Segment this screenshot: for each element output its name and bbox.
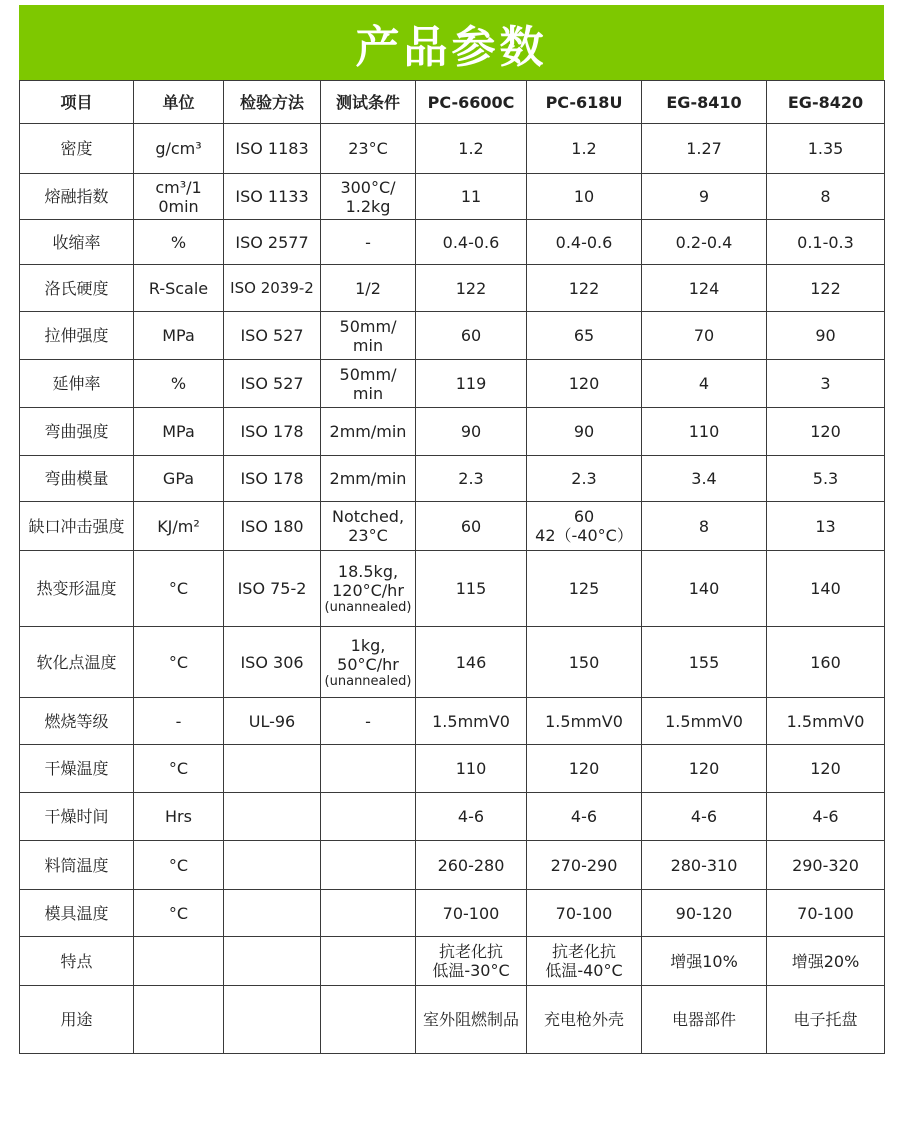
cell-product-4 <box>767 745 885 793</box>
cell-product-3 <box>642 745 767 793</box>
cell-condition <box>321 793 416 841</box>
cell-product-3 <box>642 890 767 937</box>
cell-product-2 <box>527 793 642 841</box>
cell-condition <box>321 502 416 551</box>
cell-product-3 <box>642 627 767 698</box>
value-line: 290-320 <box>792 855 859 875</box>
table-row <box>20 174 885 220</box>
cell-product-4 <box>767 456 885 502</box>
cell-item: 干燥温度 <box>20 745 134 793</box>
cell-product-1 <box>416 312 527 360</box>
cell-method: ISO 2577 <box>224 220 321 265</box>
condition-line: 1.2kg <box>345 196 391 216</box>
cell-method: ISO 180 <box>224 502 321 551</box>
cell-product-4 <box>767 360 885 408</box>
value-line: 13 <box>815 516 836 536</box>
cell-product-1 <box>416 265 527 312</box>
value-line: 10 <box>573 187 595 206</box>
header-condition: 测试条件 <box>321 81 416 124</box>
spec-table <box>19 80 885 1054</box>
table-row <box>20 456 885 502</box>
cell-item: 软化点温度 <box>20 627 134 698</box>
cell-item: 密度 <box>20 124 134 174</box>
value-line: 抗老化抗 <box>551 942 616 961</box>
cell-condition <box>321 456 416 502</box>
value-line: 90 <box>815 326 836 345</box>
condition-line: 18.5kg, <box>337 562 399 581</box>
value-line: 1.5mmV0 <box>432 711 510 731</box>
table-row <box>20 408 885 456</box>
value-line: 70-100 <box>442 903 500 923</box>
condition-line: 50mm/ <box>339 316 397 336</box>
cell-condition <box>321 937 416 986</box>
cell-product-4 <box>767 698 885 745</box>
value-line: 122 <box>568 278 600 298</box>
table-row <box>20 502 885 551</box>
cell-unit: - <box>134 698 224 745</box>
value-line: 140 <box>688 579 720 598</box>
condition-line: 50°C/hr <box>337 654 399 674</box>
cell-product-1 <box>416 698 527 745</box>
table-row <box>20 360 885 408</box>
cell-method <box>224 745 321 793</box>
cell-product-3 <box>642 312 767 360</box>
cell-product-4 <box>767 793 885 841</box>
cell-item: 干燥时间 <box>20 793 134 841</box>
cell-product-1 <box>416 745 527 793</box>
value-line: 110 <box>455 759 487 778</box>
cell-product-2 <box>527 174 642 220</box>
cell-method: ISO 306 <box>224 627 321 698</box>
cell-product-3 <box>642 124 767 174</box>
value-line: 4-6 <box>457 807 485 826</box>
value-line: 270-290 <box>550 855 618 875</box>
condition-line: 23°C <box>348 139 388 158</box>
cell-item: 热变形温度 <box>20 551 134 627</box>
cell-product-1 <box>416 456 527 502</box>
cell-product-2 <box>527 360 642 408</box>
cell-product-2 <box>527 265 642 312</box>
table-row <box>20 312 885 360</box>
value-line: 抗老化抗 <box>438 942 503 961</box>
value-line: 160 <box>810 652 841 672</box>
condition-line: - <box>365 232 371 252</box>
value-line: 1.27 <box>686 139 722 158</box>
cell-unit: GPa <box>134 456 224 502</box>
cell-condition <box>321 698 416 745</box>
cell-product-1 <box>416 124 527 174</box>
cell-unit <box>134 937 224 986</box>
cell-product-4 <box>767 841 885 890</box>
value-line: 90-120 <box>675 903 733 923</box>
cell-condition <box>321 124 416 174</box>
cell-product-4 <box>767 220 885 265</box>
header-unit: 单位 <box>134 81 224 124</box>
table-body <box>20 124 885 1054</box>
cell-product-1 <box>416 502 527 551</box>
cell-method <box>224 841 321 890</box>
value-line: 0.4-0.6 <box>442 232 500 252</box>
cell-unit: °C <box>134 551 224 627</box>
value-line: 124 <box>688 278 720 298</box>
cell-unit: MPa <box>134 408 224 456</box>
value-line: 低温-40°C <box>545 961 623 980</box>
cell-item: 料筒温度 <box>20 841 134 890</box>
value-line: 125 <box>568 579 600 598</box>
value-line: 5.3 <box>812 469 839 488</box>
value-line: 60 <box>460 516 482 536</box>
cell-method: ISO 527 <box>224 312 321 360</box>
value-line: 70-100 <box>555 903 613 923</box>
cell-product-1 <box>416 793 527 841</box>
value-line: 4 <box>698 374 710 393</box>
cell-product-1 <box>416 986 527 1054</box>
value-line: 122 <box>810 278 841 298</box>
value-line: 60 <box>573 507 595 526</box>
table-row <box>20 890 885 937</box>
value-line: 70-100 <box>797 903 854 923</box>
value-line: 3.4 <box>691 469 717 488</box>
header-product-1: PC-6600C <box>416 81 527 124</box>
cell-product-3 <box>642 986 767 1054</box>
condition-line: 50mm/ <box>339 364 397 384</box>
value-line: 115 <box>455 579 487 598</box>
value-line: 增强10% <box>670 951 738 971</box>
cell-product-3 <box>642 174 767 220</box>
cell-product-3 <box>642 408 767 456</box>
value-line: 0.2-0.4 <box>675 232 733 252</box>
value-line: 1.5mmV0 <box>786 711 865 731</box>
value-line: 42（-40°C） <box>535 526 633 545</box>
cell-unit: Hrs <box>134 793 224 841</box>
cell-product-3 <box>642 456 767 502</box>
header-method: 检验方法 <box>224 81 321 124</box>
cell-unit: °C <box>134 627 224 698</box>
value-line: 电子托盘 <box>793 1010 858 1029</box>
cell-product-4 <box>767 312 885 360</box>
cell-method <box>224 986 321 1054</box>
cell-unit: % <box>134 360 224 408</box>
table-row <box>20 265 885 312</box>
cell-unit: R-Scale <box>134 265 224 312</box>
cell-product-4 <box>767 986 885 1054</box>
value-line: 120 <box>810 759 841 778</box>
header-item: 项目 <box>20 81 134 124</box>
cell-product-4 <box>767 551 885 627</box>
cell-product-1 <box>416 937 527 986</box>
cell-item: 弯曲强度 <box>20 408 134 456</box>
cell-item: 用途 <box>20 986 134 1054</box>
cell-condition <box>321 986 416 1054</box>
cell-product-2 <box>527 551 642 627</box>
value-line: 140 <box>810 579 841 598</box>
cell-product-4 <box>767 937 885 986</box>
value-line: 2.3 <box>458 469 484 488</box>
cell-product-2 <box>527 627 642 698</box>
cell-unit: °C <box>134 890 224 937</box>
cell-unit: cm³/10min <box>134 174 224 220</box>
cell-method: ISO 527 <box>224 360 321 408</box>
cell-condition <box>321 841 416 890</box>
cell-condition <box>321 265 416 312</box>
value-line: 3 <box>820 374 831 393</box>
cell-product-1 <box>416 220 527 265</box>
cell-product-1 <box>416 841 527 890</box>
table-row <box>20 745 885 793</box>
page-title: 产品参数 <box>355 21 548 73</box>
cell-unit <box>134 986 224 1054</box>
cell-item: 缺口冲击强度 <box>20 502 134 551</box>
table-row <box>20 841 885 890</box>
condition-line: 1/2 <box>355 278 381 298</box>
cell-method <box>224 793 321 841</box>
value-line: 8 <box>698 516 710 536</box>
cell-method: ISO 1133 <box>224 174 321 220</box>
cell-method: UL-96 <box>224 698 321 745</box>
table-row <box>20 986 885 1054</box>
cell-item: 延伸率 <box>20 360 134 408</box>
table-row <box>20 220 885 265</box>
header-row <box>20 81 885 124</box>
value-line: 0.1-0.3 <box>797 232 854 252</box>
cell-product-4 <box>767 408 885 456</box>
cell-product-1 <box>416 174 527 220</box>
value-line: 119 <box>455 374 487 393</box>
cell-product-2 <box>527 456 642 502</box>
value-line: 120 <box>810 422 841 441</box>
cell-method <box>224 937 321 986</box>
cell-product-3 <box>642 841 767 890</box>
cell-product-2 <box>527 841 642 890</box>
value-line: 2.3 <box>571 469 597 488</box>
value-line: 120 <box>568 759 600 778</box>
header-product-4: EG-8420 <box>767 81 885 124</box>
condition-note: (unannealed) <box>324 600 412 615</box>
condition-line: Notched, <box>331 507 405 526</box>
value-line: 280-310 <box>670 855 738 875</box>
table-row <box>20 698 885 745</box>
cell-condition <box>321 890 416 937</box>
cell-product-4 <box>767 627 885 698</box>
cell-product-3 <box>642 502 767 551</box>
value-line: 0.4-0.6 <box>555 232 613 252</box>
cell-product-2 <box>527 312 642 360</box>
cell-product-1 <box>416 551 527 627</box>
condition-line: 120°C/hr <box>332 581 404 600</box>
cell-condition <box>321 220 416 265</box>
cell-method: ISO 178 <box>224 408 321 456</box>
cell-method: ISO 178 <box>224 456 321 502</box>
cell-product-3 <box>642 360 767 408</box>
cell-condition <box>321 745 416 793</box>
cell-product-3 <box>642 551 767 627</box>
cell-product-2 <box>527 698 642 745</box>
cell-product-1 <box>416 627 527 698</box>
value-line: 1.2 <box>458 139 484 158</box>
cell-product-1 <box>416 890 527 937</box>
value-line: 1.5mmV0 <box>545 711 623 731</box>
value-line: 8 <box>820 187 831 206</box>
value-line: 120 <box>688 759 720 778</box>
cell-condition <box>321 551 416 627</box>
cell-unit: % <box>134 220 224 265</box>
value-line: 120 <box>568 374 600 393</box>
cell-product-1 <box>416 408 527 456</box>
cell-unit: g/cm³ <box>134 124 224 174</box>
table-row <box>20 937 885 986</box>
condition-note: (unannealed) <box>324 673 412 689</box>
cell-unit: MPa <box>134 312 224 360</box>
value-line: 70 <box>693 326 715 345</box>
condition-line: 300°C/ <box>340 177 396 197</box>
cell-item: 特点 <box>20 937 134 986</box>
value-line: 室外阻燃制品 <box>422 1010 519 1029</box>
condition-line: min <box>352 383 384 403</box>
condition-line: - <box>365 711 371 731</box>
cell-item: 洛氏硬度 <box>20 265 134 312</box>
header-product-3: EG-8410 <box>642 81 767 124</box>
cell-product-3 <box>642 937 767 986</box>
cell-product-2 <box>527 124 642 174</box>
cell-condition <box>321 360 416 408</box>
table-row <box>20 793 885 841</box>
cell-product-1 <box>416 360 527 408</box>
value-line: 65 <box>573 326 595 345</box>
cell-product-4 <box>767 174 885 220</box>
value-line: 260-280 <box>437 855 505 875</box>
value-line: 低温-30°C <box>432 961 510 980</box>
cell-product-4 <box>767 124 885 174</box>
table-row <box>20 627 885 698</box>
cell-product-2 <box>527 986 642 1054</box>
value-line: 90 <box>573 422 595 441</box>
cell-method: ISO 1183 <box>224 124 321 174</box>
cell-product-4 <box>767 890 885 937</box>
cell-product-2 <box>527 937 642 986</box>
cell-product-4 <box>767 502 885 551</box>
title-banner <box>19 5 884 80</box>
cell-product-2 <box>527 745 642 793</box>
cell-item: 模具温度 <box>20 890 134 937</box>
condition-line: 23°C <box>348 526 388 545</box>
value-line: 1.35 <box>807 139 844 158</box>
cell-product-3 <box>642 793 767 841</box>
value-line: 110 <box>688 422 720 441</box>
cell-method: ISO 2039-2 <box>224 265 321 312</box>
value-line: 1.2 <box>571 139 597 158</box>
condition-line: 2mm/min <box>329 469 407 488</box>
cell-item: 拉伸强度 <box>20 312 134 360</box>
value-line: 4-6 <box>570 807 598 826</box>
cell-condition <box>321 408 416 456</box>
table-row <box>20 551 885 627</box>
value-line: 122 <box>455 278 487 298</box>
cell-product-3 <box>642 698 767 745</box>
cell-condition <box>321 174 416 220</box>
value-line: 90 <box>460 422 482 441</box>
cell-product-2 <box>527 890 642 937</box>
cell-condition <box>321 312 416 360</box>
cell-item: 燃烧等级 <box>20 698 134 745</box>
cell-unit: KJ/m² <box>134 502 224 551</box>
cell-condition <box>321 627 416 698</box>
cell-product-2 <box>527 220 642 265</box>
value-line: 1.5mmV0 <box>665 711 743 731</box>
header-product-2: PC-618U <box>527 81 642 124</box>
cell-item: 熔融指数 <box>20 174 134 220</box>
value-line: 4-6 <box>690 807 718 826</box>
cell-product-2 <box>527 408 642 456</box>
condition-line: 2mm/min <box>329 422 407 441</box>
value-line: 增强20% <box>791 951 860 971</box>
cell-item: 收缩率 <box>20 220 134 265</box>
value-line: 电器部件 <box>671 1010 736 1029</box>
cell-unit: °C <box>134 745 224 793</box>
table-row <box>20 124 885 174</box>
value-line: 155 <box>688 652 720 672</box>
cell-method <box>224 890 321 937</box>
cell-item: 弯曲模量 <box>20 456 134 502</box>
value-line: 146 <box>455 652 487 672</box>
cell-product-2 <box>527 502 642 551</box>
cell-method: ISO 75-2 <box>224 551 321 627</box>
condition-line: 1kg, <box>350 635 386 655</box>
cell-product-4 <box>767 265 885 312</box>
value-line: 11 <box>460 187 482 206</box>
value-line: 60 <box>460 326 482 345</box>
value-line: 9 <box>698 187 710 206</box>
cell-unit: °C <box>134 841 224 890</box>
value-line: 150 <box>568 652 600 672</box>
value-line: 充电枪外壳 <box>543 1010 624 1029</box>
value-line: 4-6 <box>812 807 839 826</box>
condition-line: min <box>352 335 384 355</box>
cell-product-3 <box>642 265 767 312</box>
cell-product-3 <box>642 220 767 265</box>
